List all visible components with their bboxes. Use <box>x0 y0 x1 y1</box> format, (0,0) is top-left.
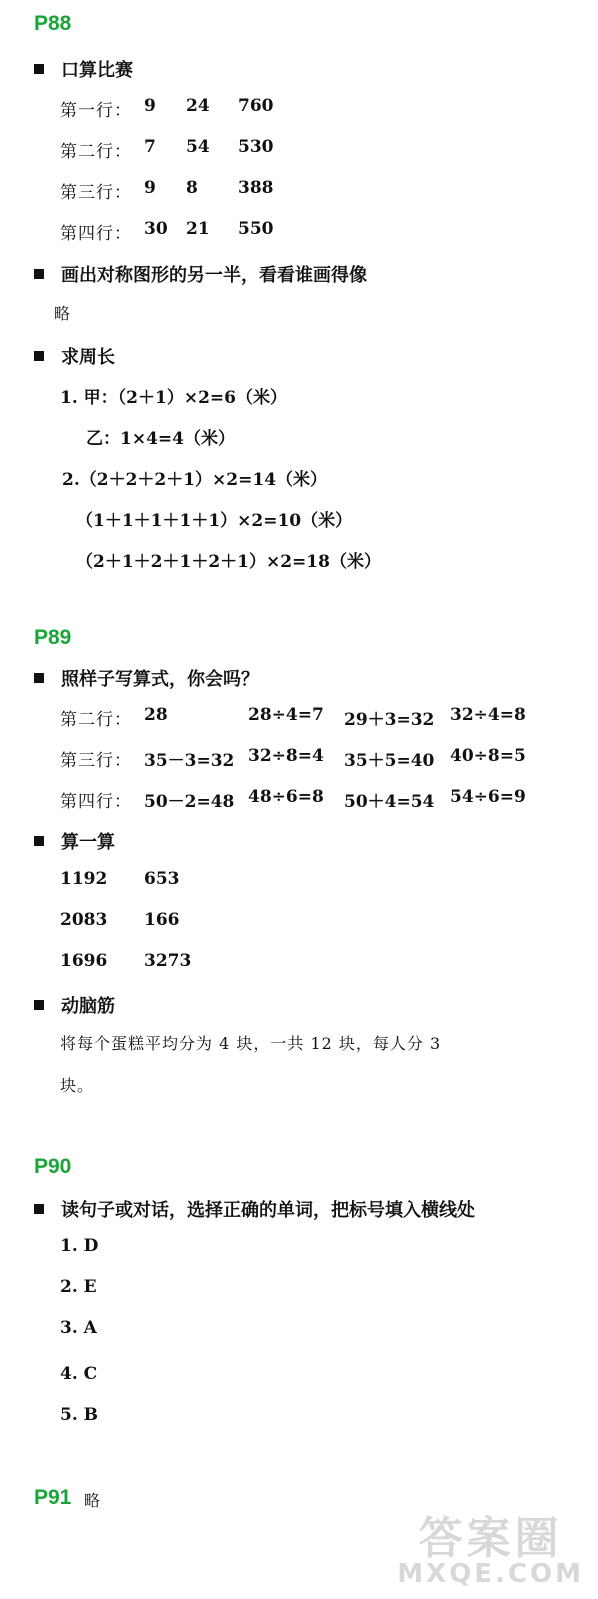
brain-teaser-answer-line2: 块。 <box>60 1076 95 1095</box>
perimeter-line: （2＋1＋2＋1＋2＋1）×2=18（米） <box>76 552 381 572</box>
value: 550 <box>238 219 274 239</box>
answer-omitted: 略 <box>54 304 72 323</box>
square-bullet-icon <box>34 1000 44 1010</box>
value: 54 <box>186 137 210 157</box>
brain-teaser-answer-line1: 将每个蛋糕平均分为 4 块，一共 12 块，每人分 3 <box>60 1034 442 1053</box>
value: 166 <box>144 910 180 930</box>
answer-omitted: 略 <box>84 1491 102 1510</box>
equation-row <box>60 705 526 730</box>
oral-calc-row <box>60 178 274 203</box>
equation: 48÷6=8 <box>248 787 324 807</box>
perimeter-line: 2.（2＋2＋2＋1）×2=14（米） <box>62 470 328 490</box>
equation: 32÷4=8 <box>450 705 526 725</box>
value: 530 <box>238 137 274 157</box>
equation: 29＋3=32 <box>344 710 435 730</box>
heading-text: 画出对称图形的另一半，看看谁画得像 <box>61 265 367 286</box>
page-label-p91: P91 <box>34 1486 72 1509</box>
watermark-url: MXQE.COM <box>397 1559 584 1589</box>
section-heading-write-equations <box>34 665 259 691</box>
value: 24 <box>186 96 210 116</box>
equation: 50－2=48 <box>144 792 235 812</box>
equation: 32÷8=4 <box>248 746 324 766</box>
perimeter-line: （1＋1＋1＋1＋1）×2=10（米） <box>76 511 353 531</box>
section-heading-calculate <box>34 828 115 854</box>
square-bullet-icon <box>34 673 44 683</box>
heading-text: 照样子写算式，你会吗？ <box>61 669 259 690</box>
square-bullet-icon <box>34 836 44 846</box>
answer-item: 4. C <box>60 1364 98 1384</box>
equation: 35－3=32 <box>144 751 235 771</box>
page-label-p90: P90 <box>34 1155 72 1178</box>
value: 8 <box>186 178 198 198</box>
value: 1192 <box>60 869 108 889</box>
value: 1696 <box>60 951 108 971</box>
value: 388 <box>238 178 274 198</box>
row-label: 第四行： <box>60 224 132 244</box>
square-bullet-icon <box>34 64 44 74</box>
row-label: 第一行： <box>60 101 132 121</box>
row-label: 第三行： <box>60 183 132 203</box>
equation-row <box>60 787 526 812</box>
heading-text: 算一算 <box>61 832 115 853</box>
perimeter-line: 乙：1×4=4（米） <box>86 429 235 449</box>
square-bullet-icon <box>34 269 44 279</box>
oral-calc-row <box>60 137 274 162</box>
equation: 35＋5=40 <box>344 751 435 771</box>
section-heading-oral-calc <box>34 56 133 82</box>
answer-item: 3. A <box>60 1318 97 1338</box>
perimeter-line: 1. 甲：（2＋1）×2=6（米） <box>60 388 287 408</box>
watermark-logo <box>397 1513 584 1589</box>
equation: 40÷8=5 <box>450 746 526 766</box>
heading-text: 口算比赛 <box>61 60 133 81</box>
equation: 54÷6=9 <box>450 787 526 807</box>
section-heading-symmetry <box>34 261 367 287</box>
equation: 28÷4=7 <box>248 705 324 725</box>
value: 7 <box>144 137 156 157</box>
equation: 28 <box>144 705 168 725</box>
value: 760 <box>238 96 274 116</box>
value: 3273 <box>144 951 192 971</box>
section-heading-perimeter <box>34 343 115 369</box>
value: 2083 <box>60 910 108 930</box>
watermark-text: 答案圈 <box>418 1513 563 1564</box>
section-heading-reading <box>34 1196 475 1222</box>
value: 653 <box>144 869 180 889</box>
value: 9 <box>144 178 156 198</box>
row-label: 第四行： <box>60 792 132 812</box>
answer-item: 2. E <box>60 1277 97 1297</box>
page-label-p88: P88 <box>34 12 72 35</box>
value: 9 <box>144 96 156 116</box>
value: 30 <box>144 219 168 239</box>
section-heading-brain-teaser <box>34 992 115 1018</box>
row-label: 第二行： <box>60 710 132 730</box>
oral-calc-row <box>60 96 274 121</box>
equation: 50＋4=54 <box>344 792 435 812</box>
heading-text: 读句子或对话，选择正确的单词，把标号填入横线处 <box>61 1200 475 1221</box>
heading-text: 动脑筋 <box>61 996 115 1017</box>
square-bullet-icon <box>34 1204 44 1214</box>
equation-row <box>60 746 526 771</box>
heading-text: 求周长 <box>61 347 115 368</box>
row-label: 第三行： <box>60 751 132 771</box>
answer-item: 5. B <box>60 1405 99 1425</box>
value: 21 <box>186 219 210 239</box>
answer-item: 1. D <box>60 1236 99 1256</box>
row-label: 第二行： <box>60 142 132 162</box>
square-bullet-icon <box>34 351 44 361</box>
oral-calc-row <box>60 219 274 244</box>
page-label-p89: P89 <box>34 626 72 649</box>
